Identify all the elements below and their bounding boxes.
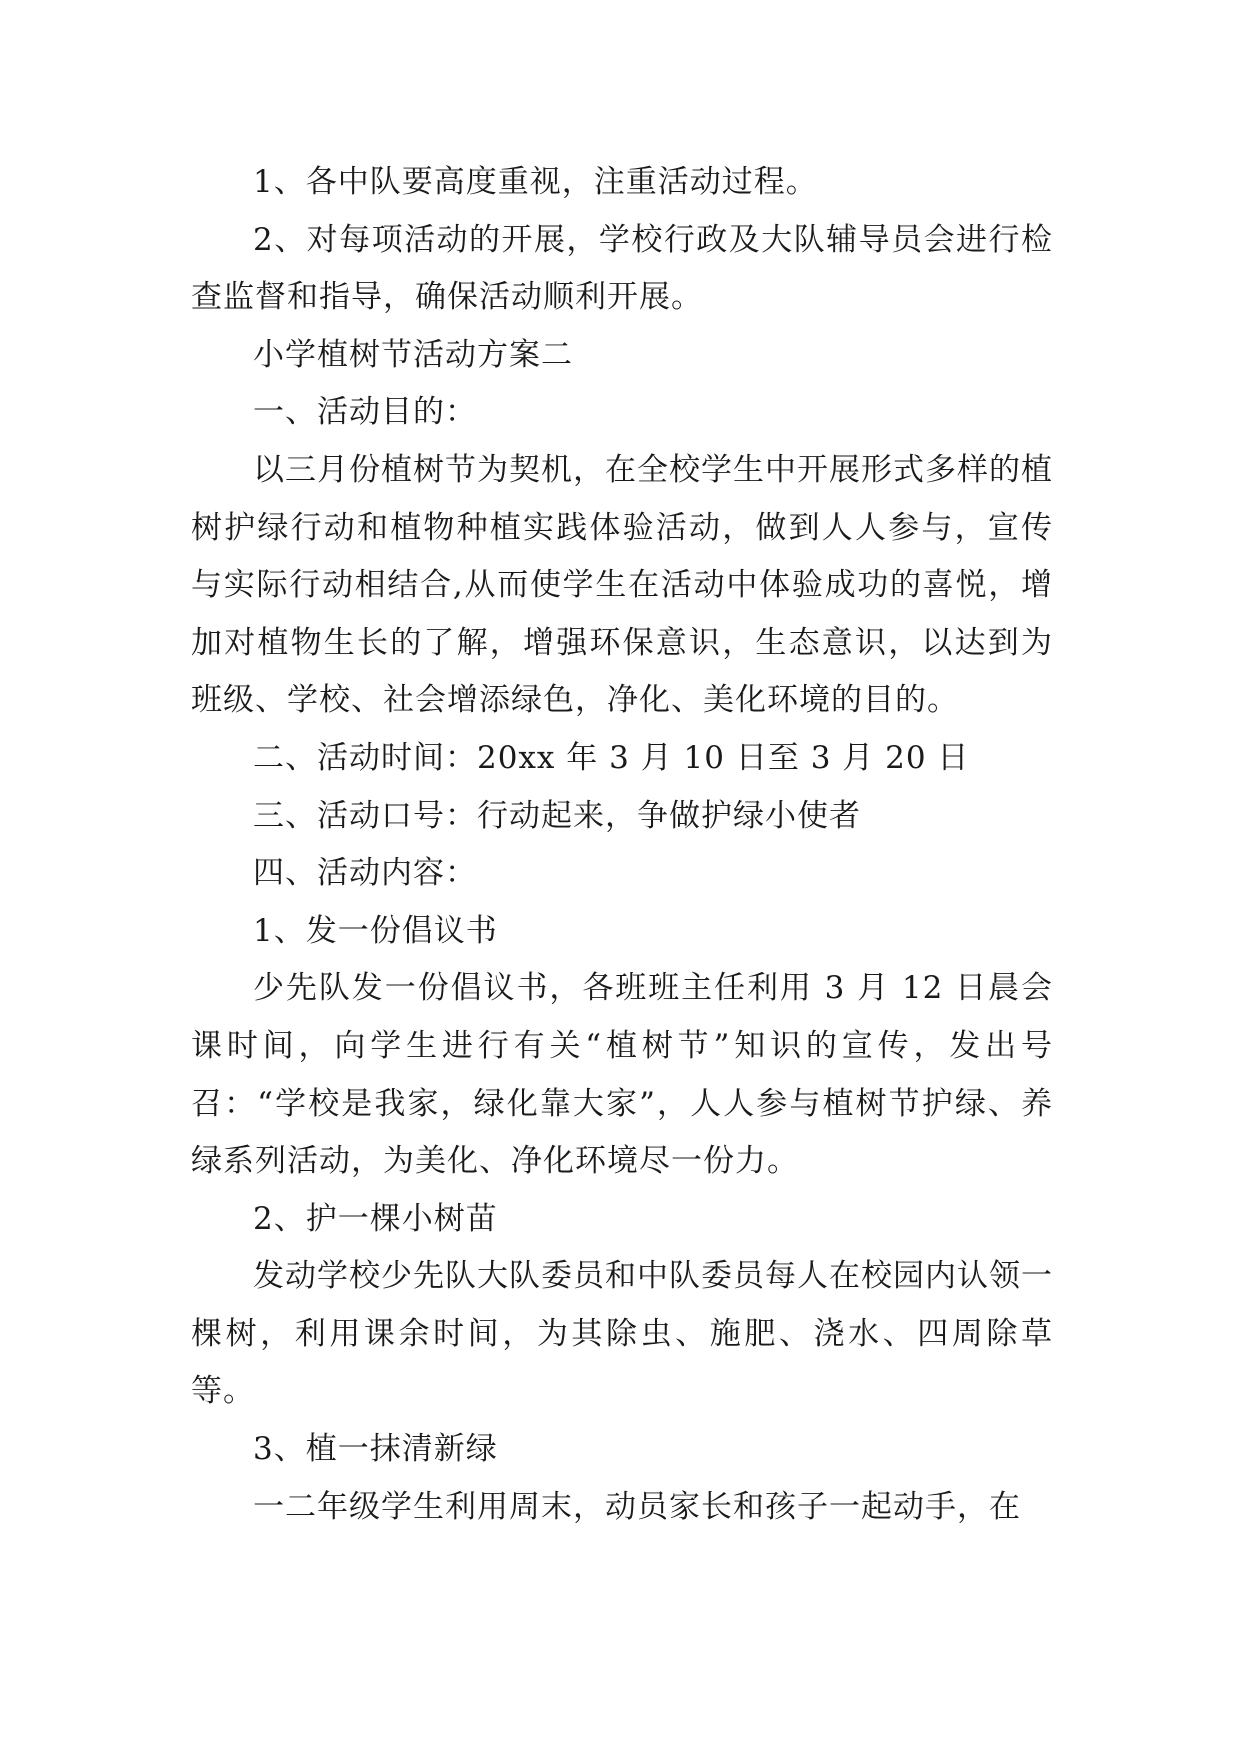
document-body <box>191 154 1053 1536</box>
paragraph-green: 一二年级学生利用周末，动员家长和孩子一起动手，在 <box>253 1488 1021 1525</box>
section-heading-content: 四、活动内容： <box>253 855 477 892</box>
subheading-proposal: 1、发一份倡议书 <box>253 912 498 949</box>
section-heading-slogan: 三、活动口号：行动起来，争做护绿小使者 <box>253 797 861 834</box>
section-heading-time: 二、活动时间：20xx 年 3 月 10 日至 3 月 20 日 <box>253 739 970 776</box>
plan-two-title: 小学植树节活动方案二 <box>253 336 573 373</box>
paragraph-sapling: 发动学校少先队大队委员和中队委员每人在校园内认领一棵树，利用课余时间，为其除虫、施肥、浇水、四周除草等。 <box>191 1258 1053 1410</box>
paragraph-proposal: 少先队发一份倡议书，各班班主任利用 3 月 12 日晨会课时间，向学生进行有关“植树节”知识的宣传，发出号召：“学校是我家，绿化靠大家”，人人参与植树节护绿、养绿系列活动，为美化、净化环境尽一份力。 <box>191 970 1053 1180</box>
subheading-sapling: 2、护一棵小树苗 <box>253 1200 498 1237</box>
paragraph-requirement-1: 1、各中队要高度重视，注重活动过程。 <box>253 164 818 200</box>
subheading-green: 3、植一抹清新绿 <box>253 1431 498 1468</box>
paragraph-requirement-2: 2、对每项活动的开展，学校行政及大队辅导员会进行检查监督和指导，确保活动顺利开展。 <box>191 221 1053 316</box>
paragraph-purpose: 以三月份植树节为契机，在全校学生中开展形式多样的植树护绿行动和植物种植实践体验活动，做到人人参与，宣传与实际行动相结合,从而使学生在活动中体验成功的喜悦，增加对植物生长的了解，增强环保意识，生态意识，以达到为班级、学校、社会增添绿色，净化、美化环境的目的。 <box>191 451 1053 719</box>
section-heading-purpose: 一、活动目的： <box>253 394 477 431</box>
